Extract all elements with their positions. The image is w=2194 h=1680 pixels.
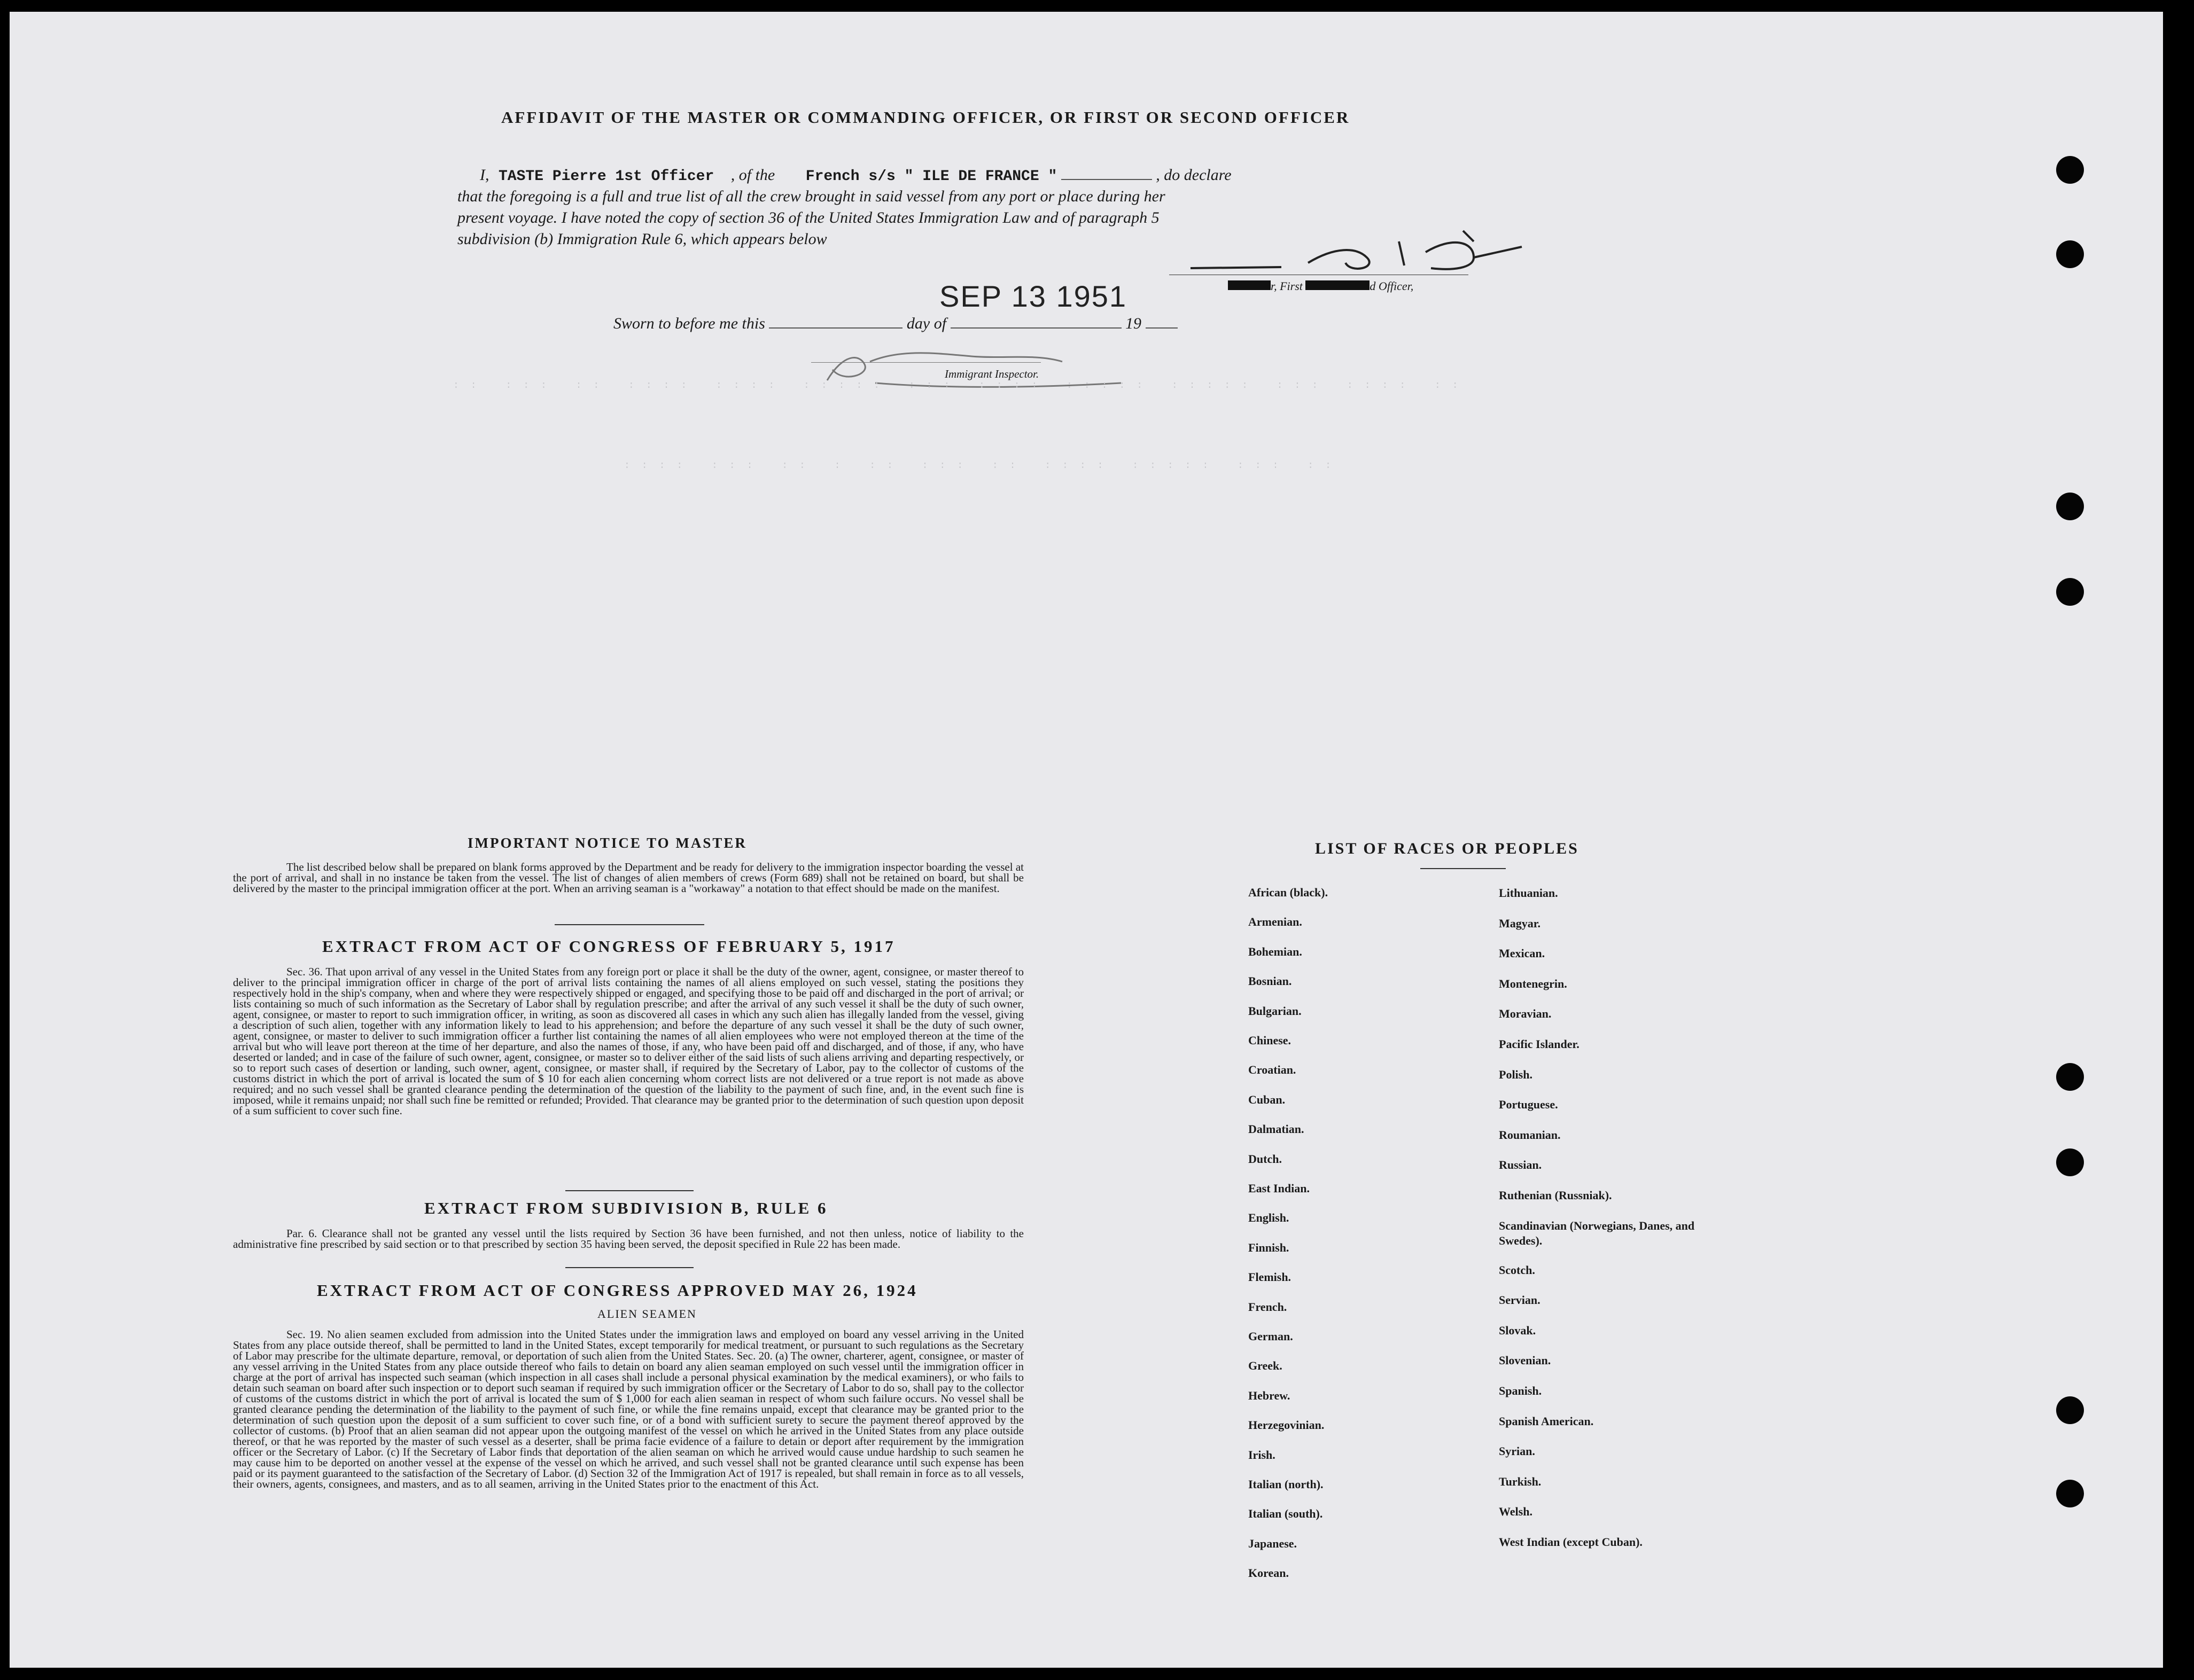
officer-signature-caption: r, First d Officer, xyxy=(1228,276,1413,297)
race-item: Japanese. xyxy=(1248,1536,1297,1550)
race-item: Finnish. xyxy=(1248,1240,1289,1254)
punch-hole xyxy=(2056,1063,2084,1091)
race-item: Dutch. xyxy=(1248,1152,1282,1166)
inspector-caption: Immigrant Inspector. xyxy=(945,368,1039,380)
race-item: Portuguese. xyxy=(1499,1098,1558,1112)
extract-1924-heading: EXTRACT FROM ACT OF CONGRESS APPROVED MAY 26, 1924 xyxy=(317,1281,918,1300)
race-item: Italian (south). xyxy=(1248,1507,1323,1521)
race-item: Roumanian. xyxy=(1499,1128,1561,1142)
declaration-line-2: that the foregoing is a full and true list of all the crew brought in said vessel from any port or place during her xyxy=(457,187,1165,205)
race-item: Scotch. xyxy=(1499,1263,1535,1277)
race-item: Slovenian. xyxy=(1499,1354,1551,1368)
race-item: Bohemian. xyxy=(1248,944,1302,958)
race-item: Croatian. xyxy=(1248,1063,1296,1077)
extract-1917-body: Sec. 36. That upon arrival of any vessel in the United States from any foreign port or place it shall be the duty of the owner, agent, consignee, or master thereof to deliver to the principal immigration officer in charge of the port of arrival lists containing the names of all aliens employed on such vessel, stating the positions they respectively hold in the ship's company, when and where they were respectively shipped or engaged, and specifying those to be paid off and discharged in the port of arrival; or lists containing so much of such information as the Secretary of Labor shall by regulation prescribe; and after the arrival of any such vessel it shall be the duty of such owner, agent, consignee, or master to report to such immigration officer, in writing, as soon as discovered all cases in which any such alien has illegally landed from the vessel, giving a description of such alien, together with any information likely to lead to his apprehension; and before the departure of any such vessel it shall be the duty of such owner, agent, consignee, or master to deliver to such immigration officer a further list containing the names of all alien employees who were not employed thereon at the time of the arrival but who will leave port thereon at the time of her departure, and also the names of those, if any, who have been paid off and discharged, and of those, if any, who have deserted or landed; and in case of the failure of such owner, agent, consignee, or master so to deliver either of the said lists of such aliens arriving and departing respectively, or so to report such cases of desertion or landing, such owner, agent, consignee, or master shall, if required by the Secretary of Labor, pay to the collector of customs of the customs district in which the port of arrival is located the sum of $ 10 for each alien concerning whom correct lists are not delivered or a true report is not made as above required; and no such vessel shall be granted clearance pending the determination of the question of the liability to the payment of such fine, and, in the event such fine is imposed, while it remains unpaid; nor shall such fine be remitted or refunded; Provided. That clearance may be granted prior to the determination of such question upon deposit of a sum sufficient to cover such fine. xyxy=(233,965,1024,1117)
race-item: Korean. xyxy=(1248,1566,1289,1580)
race-item: West Indian (except Cuban). xyxy=(1499,1535,1643,1549)
faint-bleed-row: :: ::: :: :::: :::: ::::: ::: :::: ::::: ::::: ::: :::: :: xyxy=(453,380,1470,391)
race-item: Greek. xyxy=(1248,1359,1282,1373)
race-item: Spanish. xyxy=(1499,1384,1542,1397)
punch-hole xyxy=(2056,1148,2084,1176)
race-item: African (black). xyxy=(1248,886,1328,899)
punch-hole xyxy=(2056,578,2084,606)
race-item: Montenegrin. xyxy=(1499,976,1567,990)
race-item: Welsh. xyxy=(1499,1505,1532,1519)
date-stamp: SEP 13 1951 xyxy=(939,279,1127,313)
race-item: German. xyxy=(1248,1330,1293,1343)
race-item: Irish. xyxy=(1248,1448,1275,1462)
master-name: TASTE Pierre 1st Officer xyxy=(499,168,714,185)
vessel-name: French s/s " ILE DE FRANCE " xyxy=(805,168,1057,185)
race-item: Hebrew. xyxy=(1248,1388,1290,1402)
race-item: Herzegovinian. xyxy=(1248,1418,1325,1432)
inspector-line xyxy=(811,362,1041,363)
race-item: Mexican. xyxy=(1499,947,1545,960)
extract-1917-heading: EXTRACT FROM ACT OF CONGRESS OF FEBRUARY 5, 1917 xyxy=(322,937,896,956)
declaration-line-3: present voyage. I have noted the copy of section 36 of the United States Immigration Law and of paragraph 5 xyxy=(457,209,1160,226)
race-item: Italian (north). xyxy=(1248,1478,1324,1491)
alien-seamen-subheading: ALIEN SEAMEN xyxy=(597,1307,697,1320)
race-item: Chinese. xyxy=(1248,1034,1291,1047)
race-item: Flemish. xyxy=(1248,1270,1291,1284)
race-item: English. xyxy=(1248,1211,1289,1225)
notice-body: The list described below shall be prepared on blank forms approved by the Department and be ready for delivery to the immigration inspector boarding the vessel at the port of arrival, and shall in no instance be taken from the vessel. The list of changes of alien members of crews (Form 689) shall not be retained on board, but shall be delivered by the master to the principal immigration officer at the port. When an arriving seaman is a "workaway" a notation to that effect should be made on the manifest. xyxy=(233,861,1024,895)
race-item: Turkish. xyxy=(1499,1474,1542,1488)
race-item: Bulgarian. xyxy=(1248,1004,1302,1018)
race-item: Spanish American. xyxy=(1499,1414,1594,1428)
punch-hole xyxy=(2056,1480,2084,1507)
sworn-line: Sworn to before me this day of 19 xyxy=(613,313,1308,334)
race-item: Slovak. xyxy=(1499,1323,1536,1337)
document-page xyxy=(10,12,2163,1668)
race-item: Lithuanian. xyxy=(1499,886,1558,900)
race-item: Polish. xyxy=(1499,1067,1532,1081)
race-item: Armenian. xyxy=(1248,915,1302,929)
divider xyxy=(555,924,704,925)
race-item: Magyar. xyxy=(1499,916,1541,930)
race-item: Pacific Islander. xyxy=(1499,1037,1580,1051)
affidavit-title: AFFIDAVIT OF THE MASTER OR COMMANDING OFFICER, OR FIRST OR SECOND OFFICER xyxy=(501,108,1350,127)
faint-bleed-row: :::: ::: :: : :: ::: :: :::: ::::: ::: :: xyxy=(624,460,1343,471)
race-item: Russian. xyxy=(1499,1158,1542,1172)
divider xyxy=(1420,868,1506,869)
race-item: Scandinavian (Norwegians, Danes, and Swedes). xyxy=(1499,1218,1695,1247)
punch-hole xyxy=(2056,156,2084,184)
race-item: East Indian. xyxy=(1248,1182,1310,1195)
race-item: Servian. xyxy=(1499,1293,1541,1307)
extract-rule6-body: Par. 6. Clearance shall not be granted any vessel until the lists required by Section 36 have been furnished, and not then unless, notice of liability to the administrative fine prescribed by said section or to that prescribed by section 35 having been served, the deposit specified in Rule 22 has been made. xyxy=(233,1227,1024,1251)
extract-rule6-heading: EXTRACT FROM SUBDIVISION B, RULE 6 xyxy=(424,1199,828,1217)
punch-hole xyxy=(2056,1396,2084,1424)
declaration-line-1: I, TASTE Pierre 1st Officer , of the French s/s " ILE DE FRANCE " , do declare xyxy=(480,166,1232,185)
divider xyxy=(565,1190,694,1191)
races-heading: LIST OF RACES OR PEOPLES xyxy=(1315,840,1579,857)
race-item: Syrian. xyxy=(1499,1444,1535,1458)
extract-1924-body: Sec. 19. No alien seamen excluded from admission into the United States under the immigration laws and employed on board any vessel arriving in the United States from any place outside thereof, shall be permitted to land in the United States, except temporarily for medical treatment, or pursuant to such regulations as the Secretary of Labor may prescribe for the ultimate departure, removal, or deportation of such alien from the United States. Sec. 20. (a) The owner, charterer, agent, consignee, or master of any vessel arriving in the United States from any place outside thereof who fails to detain on board any alien seaman employed on such vessel until the immigration officer in charge at the port of arrival has inspected such seaman (which inspection in all cases shall include a personal physical examination by the medical examiners), or who fails to detain such seaman on board after such inspection or to deport such seaman if required by such immigration officer or the Secretary of Labor to do so, shall pay to the collector of customs of the customs district in which the port of arrival is located the sum of $ 1,000 for each alien seaman in respect of whom such failure occurs. No vessel shall be granted clearance pending the determination of the liability to the payment of such fine, or while the fine remains unpaid, except that clearance may be granted prior to the determination of such question upon the deposit of a sum sufficient to cover such fine, or of a bond with sufficient surety to secure the payment thereof approved by the collector of customs. (b) Proof that an alien seaman did not appear upon the outgoing manifest of the vessel on which he arrived in the United States from any place outside thereof, or that he was reported by the master of such vessel as a deserter, shall be prima facie evidence of a failure to detain or deport after requirement by the immigration officer or the Secretary of Labor. (c) If the Secretary of Labor finds that deportation of the alien seaman on which he arrived would cause undue hardship to such seamen he may cause him to be deported on another vessel at the expense of the vessel on which he arrived, and such vessel shall not be granted clearance until such expense has been paid or its payment guaranteed to the satisfaction of the Secretary of Labor. (d) Section 32 of the Immigration Act of 1917 is repealed, but shall remain in force as to all vessels, their owners, agents, consignees, and masters, and as to all seamen, arriving in the United States prior to the enactment of this Act. xyxy=(233,1328,1024,1490)
race-item: Dalmatian. xyxy=(1248,1122,1304,1136)
race-item: French. xyxy=(1248,1300,1287,1314)
race-item: Ruthenian (Russniak). xyxy=(1499,1189,1612,1202)
race-item: Bosnian. xyxy=(1248,974,1292,988)
notice-heading: IMPORTANT NOTICE TO MASTER xyxy=(468,835,747,851)
race-item: Cuban. xyxy=(1248,1092,1286,1106)
punch-hole xyxy=(2056,493,2084,520)
race-item: Moravian. xyxy=(1499,1007,1552,1021)
punch-hole xyxy=(2056,240,2084,268)
declaration-line-4: subdivision (b) Immigration Rule 6, which appears below xyxy=(457,230,827,248)
divider xyxy=(565,1267,694,1268)
